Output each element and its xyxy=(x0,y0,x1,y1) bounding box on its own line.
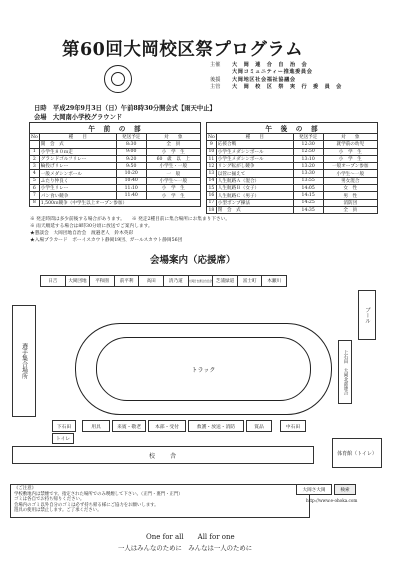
event-time: 13:55 xyxy=(293,177,323,184)
event-time: 8:30 xyxy=(116,141,146,148)
event-time: 12:30 xyxy=(293,141,323,148)
bottom-stand-box: 来賓・敬老 xyxy=(112,420,146,432)
page-title: 第60回大岡校区祭プログラム xyxy=(62,40,304,60)
event-name: グランドゴルフリレー xyxy=(39,155,116,162)
event-target: 小 学 生 xyxy=(323,148,377,155)
event-no: 12 xyxy=(208,163,215,169)
event-name: 人生航路Ａ（混合） xyxy=(216,177,293,184)
stand-box: 高田 xyxy=(138,275,164,287)
event-target: 就学前の幼児 xyxy=(323,141,377,148)
stand-box: 大岡団地 xyxy=(65,275,91,287)
notice-line: 会場内のゴミ以外自分のゴミは必ず持ち帰る様にご協力をお願いします。 xyxy=(14,502,159,508)
event-time: 14:25 xyxy=(293,199,323,206)
event-name: 応援合戦 xyxy=(216,141,293,148)
event-target: 一般オープン参加 xyxy=(323,163,377,170)
event-name: 閉 会 式 xyxy=(216,206,293,213)
am-header-row: No 種 目 発送予定 対 象 xyxy=(30,134,201,141)
organizer-row: 主催 大 岡 連 合 自 治 会 xyxy=(210,62,308,68)
event-target: 60 歳 以 上 xyxy=(146,155,200,162)
event-name: 小型ポンプ操法 xyxy=(216,199,293,206)
event-no xyxy=(30,141,40,148)
event-time: 12:50 xyxy=(293,148,323,155)
bottom-stand-box: 救護・放送・消防 xyxy=(188,420,244,432)
event-time: 9:20 xyxy=(116,155,146,162)
toilet-box: トイレ xyxy=(52,433,74,444)
search-keyword-badge: 大岡さ大岡 xyxy=(296,484,332,495)
pm-event-row xyxy=(207,170,378,177)
event-no: 15 xyxy=(208,185,215,191)
event-target: 全 員 xyxy=(146,141,200,148)
bottom-stand-box: 本部・受付 xyxy=(148,420,186,432)
event-target: 女 性 xyxy=(323,185,377,192)
school-building: 校 舎 xyxy=(12,446,314,464)
event-no: 5 xyxy=(30,177,40,184)
track-inner xyxy=(96,337,311,401)
website-url[interactable]: http://www.e-ohoka.com xyxy=(306,498,358,503)
slogan-english: One for all All for one xyxy=(146,533,235,541)
event-target: 一 般 xyxy=(146,170,200,177)
gym-building: 体育館（トイレ） xyxy=(332,438,382,468)
event-no: 17 xyxy=(208,200,215,206)
event-name: 1,500ｍ競争（中学生以上オープン参加） xyxy=(39,199,200,206)
event-name: 小学生リレー xyxy=(39,185,116,192)
note-line: ※ 雨天順延する場合は8時30分頃に放送でご案内します。 xyxy=(30,224,153,229)
event-name: 人生航路Ｃ（男子） xyxy=(216,192,293,199)
event-target: 消防団 xyxy=(323,199,377,206)
event-time: 13:30 xyxy=(293,170,323,177)
event-time: 14:35 xyxy=(293,206,323,213)
event-no: 2 xyxy=(30,155,40,162)
organizer-row: 大岡コミュニティー推進委員会 xyxy=(232,69,313,76)
am-event-row xyxy=(30,192,201,199)
notice-heading: 《ご注意》 xyxy=(14,486,36,491)
event-no: 16 xyxy=(208,193,215,199)
event-no: 11 xyxy=(208,156,215,162)
event-no: 4 xyxy=(30,170,40,177)
event-target: 男女混合 xyxy=(323,177,377,184)
bottom-stand-box: 賞品 xyxy=(246,420,272,432)
track-label: トラック xyxy=(191,366,216,374)
event-name: リング転がし競争 xyxy=(216,163,293,170)
pm-header-row: No 種 目 発送予定 対 象 xyxy=(207,134,378,141)
stand-box: 前平利 xyxy=(114,275,140,287)
pm-event-row xyxy=(207,199,378,206)
stand-box: 芝浦緑道 xyxy=(212,275,238,287)
event-time: 13:10 xyxy=(293,155,323,162)
organizer-row: 後援 大岡地区社会福祉協議会 xyxy=(210,76,296,83)
am-program-table xyxy=(29,122,201,207)
event-time: 10:40 xyxy=(116,177,146,184)
organizer-row: 主管 大 岡 校 区 祭 実 行 委 員 会 xyxy=(210,84,342,91)
athlete-assembly-area: 選手集合場所 xyxy=(12,305,36,417)
event-no: 10 xyxy=(208,149,215,155)
event-time: 14:05 xyxy=(293,185,323,192)
event-no: 18 xyxy=(208,207,215,213)
am-event-row xyxy=(30,199,201,206)
pm-heading: 午 後 の 部 xyxy=(207,123,378,134)
event-name: ふたり仲良く xyxy=(39,177,116,184)
am-event-row xyxy=(30,141,201,148)
note-line: ★懇談会 大岡団地自治会 渡邉老人 鈴木英彩 xyxy=(30,231,134,236)
stand-box: 日吉 xyxy=(40,275,66,287)
stand-box: 大岡日吉連合自治会 xyxy=(188,275,214,287)
event-target: 全 員 xyxy=(323,206,377,213)
venue-title: 会場案内（応援席） xyxy=(150,255,236,266)
pm-event-row xyxy=(207,185,378,192)
stand-box: 木瀬川 xyxy=(261,275,287,287)
event-date: 日時 平成29年9月3日（日）午前8時30分開会式【雨天中止】 xyxy=(34,105,216,112)
event-name: 小学生８０ｍ走 xyxy=(39,148,116,155)
pool-label: プール xyxy=(358,290,376,340)
event-no: 13 xyxy=(208,171,215,177)
event-target: 小 学 生 xyxy=(323,155,377,162)
event-target: 小学生・一般 xyxy=(146,163,200,170)
event-no: 8 xyxy=(30,199,40,206)
bottom-stand-box: 用具 xyxy=(82,420,110,432)
bottom-stand-box: 下石田 xyxy=(52,420,76,432)
event-no: 6 xyxy=(30,185,40,192)
slogan-japanese: 一人はみんなのために みんなは一人のために xyxy=(118,544,253,552)
notice-line: 学校敷地内は禁煙です。指定された場所でのみ喫煙して下さい。（正門・裏門・正門） xyxy=(14,491,183,497)
am-event-row xyxy=(30,163,201,170)
event-place: 会場 大岡南小学校グラウンド xyxy=(34,114,123,121)
event-time: 9:50 xyxy=(116,163,146,170)
event-target: 小学生～一般 xyxy=(146,177,200,184)
pm-event-row xyxy=(207,206,378,213)
event-time: 9:00 xyxy=(116,148,146,155)
pm-event-row xyxy=(207,141,378,148)
notice-line: 遊具の使用は禁止します。ご了承ください。 xyxy=(14,508,102,514)
event-name: 小学生メダシンボール xyxy=(216,155,293,162)
am-event-row xyxy=(30,185,201,192)
stand-box: 清乃道 xyxy=(163,275,189,287)
organizer-list xyxy=(210,62,380,94)
pm-event-row xyxy=(207,177,378,184)
pm-event-row xyxy=(207,163,378,170)
bottom-stand-box: 中石田 xyxy=(280,420,306,432)
event-no: 14 xyxy=(208,178,215,184)
am-event-row xyxy=(30,177,201,184)
right-stand-label: 上石田 大岡北部連合 xyxy=(338,340,352,404)
event-name: 小学生メダシンボール xyxy=(216,148,293,155)
am-heading: 午 前 の 部 xyxy=(30,123,201,134)
event-no: 9 xyxy=(207,141,217,148)
note-line: ★入場プラカード ボーイスカウト静岡19団、ガールスカウト静岡56団 xyxy=(30,238,183,243)
event-time: 14:15 xyxy=(293,192,323,199)
event-name: 人生航路Ｂ（女子） xyxy=(216,185,293,192)
note-line: ※ 発走時間は多少前後する場合があります。 ※ 発走2種目前に集合場所にお集まり下さい。 xyxy=(30,217,231,222)
event-target: 小 学 生 xyxy=(146,148,200,155)
event-time: 13:20 xyxy=(293,163,323,170)
am-event-row xyxy=(30,170,201,177)
event-name: 以管に揃えて xyxy=(216,170,293,177)
event-target: 男 性 xyxy=(323,192,377,199)
event-target: 小 学 生 xyxy=(146,192,200,199)
event-time: 10:20 xyxy=(116,170,146,177)
stand-box: 富士町 xyxy=(237,275,263,287)
notice-box xyxy=(10,484,310,518)
am-event-row xyxy=(30,155,201,162)
event-no: 1 xyxy=(30,148,40,155)
event-no: 7 xyxy=(30,192,40,199)
notice-line: ゴミは各自でお持ち帰りください。 xyxy=(14,497,85,503)
am-event-row xyxy=(30,148,201,155)
event-name: 輪投げリレー xyxy=(39,163,116,170)
pm-event-row xyxy=(207,155,378,162)
event-name: 開 会 式 xyxy=(39,141,116,148)
pm-program-table xyxy=(206,122,378,214)
event-no: 3 xyxy=(30,163,40,170)
pm-event-row xyxy=(207,148,378,155)
event-time: 11:10 xyxy=(116,185,146,192)
association-logo-icon xyxy=(104,65,132,93)
event-target: 小学生～一般 xyxy=(323,170,377,177)
event-name: パン食い競争 xyxy=(39,192,116,199)
event-name: 一般メダシンボール xyxy=(39,170,116,177)
stand-box: 平和園 xyxy=(89,275,115,287)
pm-event-row xyxy=(207,192,378,199)
search-button[interactable]: 検索 xyxy=(334,484,356,495)
event-time: 11:40 xyxy=(116,192,146,199)
event-target: 小 学 生 xyxy=(146,185,200,192)
